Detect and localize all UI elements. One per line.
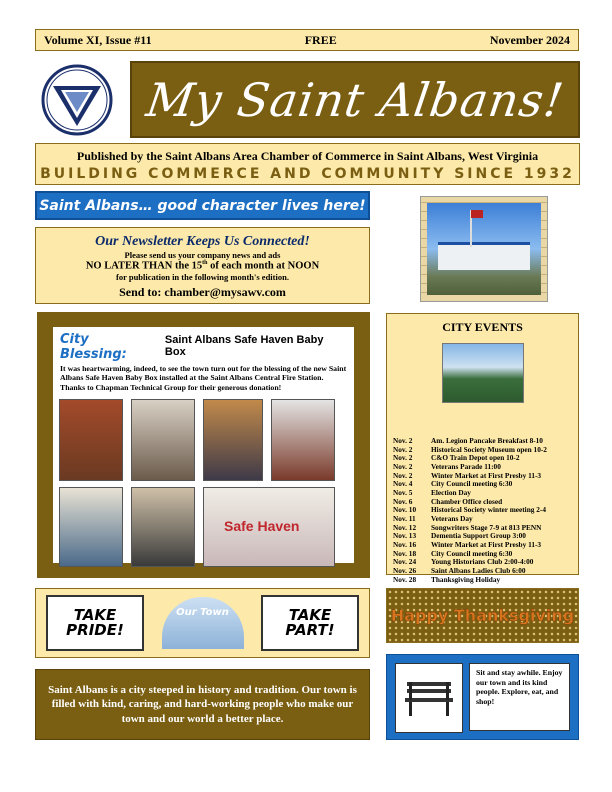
event-date: Nov. 2 xyxy=(393,444,413,454)
blessing-photo-7 xyxy=(203,487,335,567)
price-label: FREE xyxy=(304,32,337,47)
blessing-card xyxy=(53,327,354,563)
publisher-band xyxy=(35,143,580,185)
event-date: Nov. 2 xyxy=(393,462,413,472)
event-date: Nov. 12 xyxy=(393,522,417,532)
event-date: Nov. 18 xyxy=(393,548,417,558)
volume-label: Volume XI, Issue #11 xyxy=(44,32,152,47)
newsletter-box xyxy=(35,227,370,304)
newsletter-title: Our Newsletter Keeps Us Connected! xyxy=(95,234,310,249)
newsletter-line1: Please send us your company news and ads xyxy=(124,250,281,260)
event-date: Nov. 2 xyxy=(393,470,413,480)
event-text: Young Historians Club 2:00-4:00 xyxy=(431,557,534,567)
blessing-photo-5 xyxy=(59,487,123,567)
event-text: Veterans Day xyxy=(431,514,473,524)
event-date: Nov. 6 xyxy=(393,496,413,506)
take-part-box: TAKE PART! xyxy=(261,595,359,651)
blessing-photo-3 xyxy=(203,399,263,481)
take-pride-band xyxy=(35,588,370,658)
event-date: Nov. 5 xyxy=(393,488,413,498)
event-text: Thanksgiving Holiday xyxy=(431,574,501,584)
event-date: Nov. 4 xyxy=(393,479,413,489)
event-date: Nov. 10 xyxy=(393,505,417,515)
events-title: CITY EVENTS xyxy=(442,320,523,334)
blessing-photo-2 xyxy=(131,399,195,481)
blessing-title: Saint Albans Safe Haven Baby Box xyxy=(164,334,324,358)
issue-bar xyxy=(35,29,579,51)
event-text: Winter Market at First Presby 11-3 xyxy=(431,470,542,480)
thanksgiving-text: Happy Thanksgiving xyxy=(390,606,575,625)
event-date: Nov. 28 xyxy=(393,574,417,584)
event-text: City Council meeting 6:30 xyxy=(431,479,513,489)
event-date: Nov. 2 xyxy=(393,436,413,445)
river-photo xyxy=(442,343,524,403)
event-date: Nov. 2 xyxy=(393,453,413,463)
event-text: Songwriters Stage 7-9 at 813 PENN xyxy=(431,522,542,532)
masthead xyxy=(130,61,580,138)
event-date: Nov. 11 xyxy=(393,514,416,524)
character-banner: Saint Albans… good character lives here! xyxy=(35,191,370,220)
our-town-badge: Our Town xyxy=(162,597,244,649)
history-band: Saint Albans is a city steeped in history and tradition. Our town is filled with kind, caring, and hard-working people who make our town and our world a better place. xyxy=(35,669,370,740)
event-text: Historical Society Museum open 10-2 xyxy=(431,444,547,454)
blessing-photo-4 xyxy=(271,399,335,481)
blessing-kicker: City Blessing: xyxy=(60,332,127,362)
event-text: Election Day xyxy=(431,488,471,498)
event-date: Nov. 24 xyxy=(393,557,417,567)
event-date: Nov. 16 xyxy=(393,540,417,550)
masthead-title: My Saint Albans! xyxy=(142,72,568,127)
event-text: Dementia Support Group 3:00 xyxy=(431,531,526,541)
event-text: City Council meeting 6:30 xyxy=(431,548,513,558)
event-text: Am. Legion Pancake Breakfast 8-10 xyxy=(431,436,543,445)
newsletter-line3: for publication in the following month's edition. xyxy=(116,271,289,282)
event-text: Saint Albans Ladies Club 6:00 xyxy=(431,566,526,576)
event-text: Winter Market at First Presby 11-3 xyxy=(431,540,542,550)
publisher-slogan: BUILDING COMMERCE AND COMMUNITY SINCE 1932 xyxy=(40,166,575,182)
sit-stay-text: Sit and stay awhile. Enjoy our town and its kind people. Explore, eat, and shop! xyxy=(469,663,570,731)
blessing-photo-6 xyxy=(131,487,195,567)
event-text: Veterans Parade 11:00 xyxy=(431,462,501,472)
safe-haven-sign: Safe Haven xyxy=(224,518,300,534)
event-date: Nov. 26 xyxy=(393,566,417,576)
event-row xyxy=(393,576,572,585)
thanksgiving-banner xyxy=(386,588,579,643)
sit-stay-box xyxy=(386,654,579,740)
blessing-photo-1 xyxy=(59,399,123,481)
bench-icon xyxy=(395,663,463,733)
newsletter-email[interactable]: Send to: chamber@mysawv.com xyxy=(119,284,286,299)
events-list xyxy=(393,437,572,584)
date-label: November 2024 xyxy=(489,32,570,47)
building-photo xyxy=(420,196,548,302)
city-events xyxy=(386,313,579,584)
event-text: Historical Society winter meeting 2-4 xyxy=(431,505,546,515)
event-text: C&O Train Depot open 10-2 xyxy=(431,453,520,463)
event-date: Nov. 13 xyxy=(393,531,417,541)
blessing-panel xyxy=(37,312,370,578)
chamber-logo xyxy=(41,64,113,136)
event-row xyxy=(393,506,572,515)
newsletter-deadline: NO LATER THAN the 15th of each month at NOON xyxy=(85,260,320,272)
take-pride-box: TAKE PRIDE! xyxy=(46,595,144,651)
blessing-body: It was heartwarming, indeed, to see the town turn out for the blessing of the new Saint Albans Safe Haven Baby Box installed at the Saint Albans Central Fire Station. Thanks to Chapman Technical Group for their generous donation! xyxy=(60,364,347,392)
event-row xyxy=(393,480,572,489)
event-text: Chamber Office closed xyxy=(431,496,503,506)
publisher-line: Published by the Saint Albans Area Chamber of Commerce in Saint Albans, West Virginia xyxy=(76,149,539,163)
